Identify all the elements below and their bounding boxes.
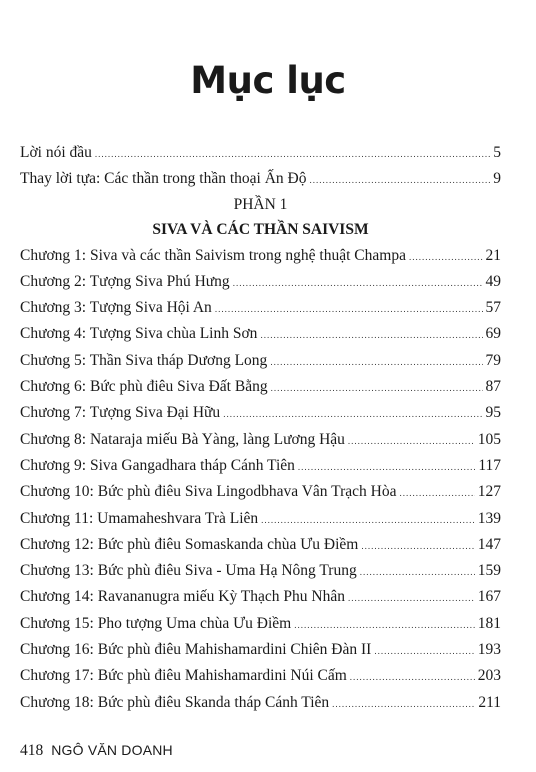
toc-entry-label: Chương 9: Siva Gangadhara tháp Cánh Tiên xyxy=(20,456,295,474)
toc-entry xyxy=(20,427,501,453)
toc-entry-page: 69 xyxy=(485,325,501,343)
toc-entry-label: Chương 6: Bức phù điêu Siva Đất Bằng xyxy=(20,378,268,396)
toc-entry xyxy=(20,479,501,505)
dot-leader xyxy=(399,480,474,506)
dot-leader xyxy=(332,691,475,717)
dot-leader xyxy=(310,167,491,193)
toc-entry-page: 139 xyxy=(477,509,501,527)
toc-entry-page: 49 xyxy=(485,272,501,290)
toc-entry-label: Chương 7: Tượng Siva Đại Hữu xyxy=(20,404,221,422)
toc-entry-page: 117 xyxy=(478,456,501,474)
dot-leader xyxy=(360,559,475,585)
chapter-list xyxy=(20,243,501,716)
toc-entry xyxy=(20,532,501,558)
toc-entry-label: Chương 18: Bức phù điêu Skanda tháp Cánh Tiên xyxy=(20,693,330,711)
toc-entry-page: 87 xyxy=(485,378,501,396)
dot-leader xyxy=(270,349,482,375)
toc-entry xyxy=(20,348,501,374)
toc-entry-label: Chương 3: Tượng Siva Hội An xyxy=(20,299,212,317)
toc-entry-page: 9 xyxy=(493,170,501,188)
toc-entry xyxy=(20,453,501,479)
toc-entry-label: Chương 4: Tượng Siva chùa Linh Sơn xyxy=(20,325,258,343)
dot-leader xyxy=(409,244,483,270)
toc-entry xyxy=(20,166,501,192)
toc-entry xyxy=(20,506,501,532)
dot-leader xyxy=(233,270,483,296)
toc-entry-page: 57 xyxy=(485,299,501,317)
toc-entry xyxy=(20,611,501,637)
front-matter-list xyxy=(20,140,501,193)
toc-entry-label: Chương 2: Tượng Siva Phú Hưng xyxy=(20,272,230,290)
toc-entry xyxy=(20,400,501,426)
toc-entry-label: Chương 16: Bức phù điêu Mahishamardini Chiên Đàn II xyxy=(20,641,372,659)
toc-entry-label: Thay lời tựa: Các thần trong thần thoại Ấn Độ xyxy=(20,170,307,188)
toc-entry-page: 79 xyxy=(485,351,501,369)
toc-entry-page: 211 xyxy=(478,693,501,711)
toc-entry-label: Lời nói đầu xyxy=(20,144,92,161)
page-footer xyxy=(20,742,173,760)
toc-entry-label: Chương 10: Bức phù điêu Siva Lingodbhava Vân Trạch Hòa xyxy=(20,483,397,501)
toc-entry-label: Chương 13: Bức phù điêu Siva - Uma Hạ Nông Trung xyxy=(20,562,357,580)
page-number: 418 xyxy=(20,742,44,759)
dot-leader xyxy=(361,533,474,559)
dot-leader xyxy=(298,454,475,480)
toc-entry xyxy=(20,663,501,689)
toc-entry xyxy=(20,558,501,584)
toc-entry xyxy=(20,243,501,269)
dot-leader xyxy=(215,296,483,322)
toc-entry-label: Chương 15: Pho tượng Uma chùa Ưu Điềm xyxy=(20,614,292,632)
toc-entry-label: Chương 5: Thần Siva tháp Dương Long xyxy=(20,351,268,369)
toc-entry-label: Chương 1: Siva và các thần Saivism trong nghệ thuật Champa xyxy=(20,246,406,264)
toc-entry-label: Chương 12: Bức phù điêu Somaskanda chùa Ưu Điềm xyxy=(20,535,359,553)
toc-entry-page: 105 xyxy=(477,430,501,448)
toc-entry-page: 127 xyxy=(477,483,501,501)
page-title: Mục lục xyxy=(190,59,346,102)
toc-entry-page: 167 xyxy=(477,588,501,606)
toc-entry-page: 21 xyxy=(485,246,501,264)
part-heading: PHẦN 1 xyxy=(233,195,288,213)
dot-leader xyxy=(261,507,475,533)
dot-leader xyxy=(374,638,474,664)
running-author: NGÔ VĂN DOANH xyxy=(51,742,173,758)
toc-entry-label: Chương 17: Bức phù điêu Mahishamardini Núi Cấm xyxy=(20,667,347,685)
toc-entry xyxy=(20,584,501,610)
dot-leader xyxy=(95,141,490,167)
toc-entry-page: 147 xyxy=(477,535,501,553)
dot-leader xyxy=(350,664,475,690)
dot-leader xyxy=(348,428,475,454)
toc-entry xyxy=(20,321,501,347)
toc-entry-label: Chương 14: Ravananugra miếu Kỳ Thạch Phu Nhân xyxy=(20,588,345,606)
dot-leader xyxy=(260,322,482,348)
dot-leader xyxy=(223,401,482,427)
dot-leader xyxy=(348,585,475,611)
toc-entry-label: Chương 11: Umamaheshvara Trà Liên xyxy=(20,509,259,527)
toc-entry-label: Chương 8: Nataraja miếu Bà Yàng, làng Lương Hậu xyxy=(20,430,345,448)
toc-entry xyxy=(20,269,501,295)
toc-entry-page: 159 xyxy=(477,562,501,580)
toc-entry-page: 181 xyxy=(477,614,501,632)
dot-leader xyxy=(294,612,475,638)
toc-entry xyxy=(20,374,501,400)
toc-entry xyxy=(20,295,501,321)
toc-entry-page: 5 xyxy=(493,144,501,161)
dot-leader xyxy=(271,375,483,401)
table-of-contents xyxy=(20,140,501,716)
toc-entry-page: 203 xyxy=(477,667,501,685)
toc-entry xyxy=(20,690,501,716)
toc-entry-page: 193 xyxy=(477,641,501,659)
toc-entry xyxy=(20,140,501,166)
toc-entry xyxy=(20,637,501,663)
toc-entry-page: 95 xyxy=(485,404,501,422)
part-subheading: SIVA VÀ CÁC THẦN SAIVISM xyxy=(152,220,369,238)
